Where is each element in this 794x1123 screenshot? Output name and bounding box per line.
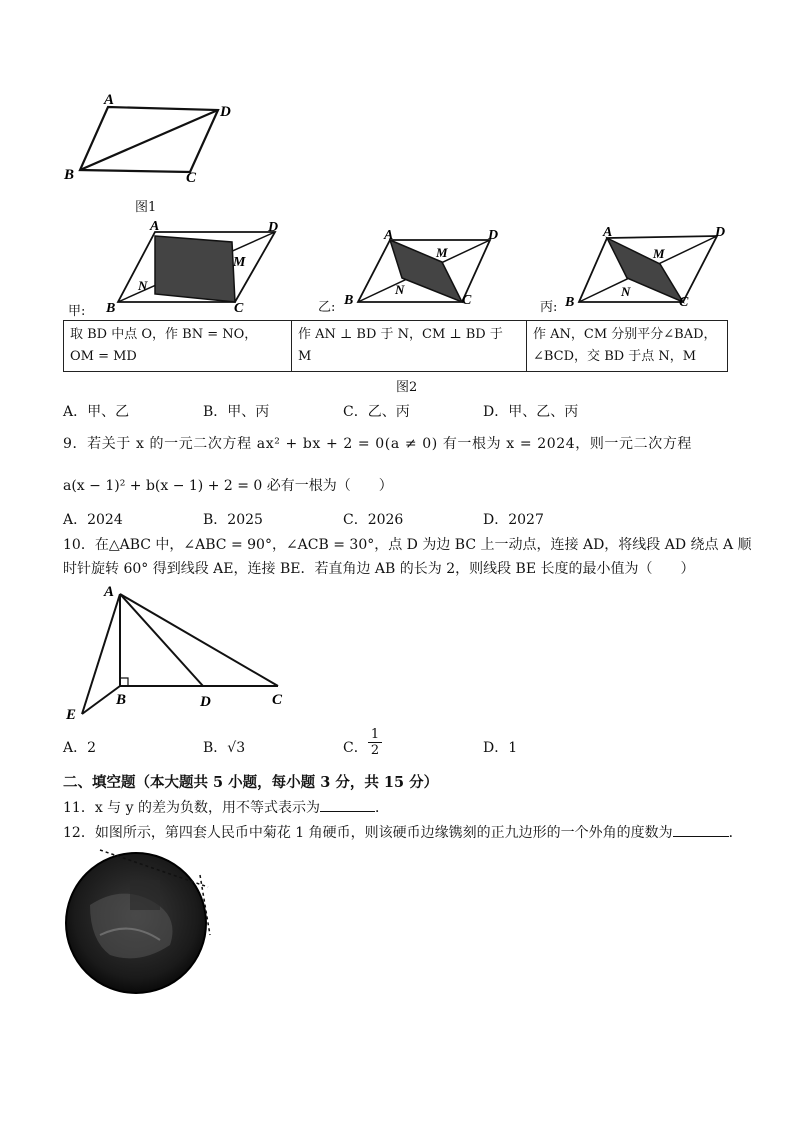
figure-2-panel-jia	[100, 214, 300, 314]
q9-option-a[interactable]: A．2024	[63, 512, 123, 528]
q8-option-d[interactable]: D．甲、乙、丙	[483, 404, 579, 420]
bing-label-a: A	[603, 225, 613, 240]
q12-answer-blank[interactable]	[673, 824, 729, 837]
bing-label-d: D	[715, 225, 726, 240]
q10-label-a: A	[104, 584, 115, 600]
bing-label-b: B	[565, 295, 575, 310]
jia-label-a: A	[150, 219, 160, 234]
q9-option-c[interactable]: C．2026	[343, 512, 404, 528]
figure-q10-triangle	[60, 582, 300, 722]
sqrt-three: √3	[227, 740, 246, 756]
method-table	[63, 320, 728, 372]
coin-image	[60, 845, 220, 1000]
yi-label-n: N	[395, 282, 405, 297]
q11-stem: 11．x 与 y 的差为负数，用不等式表示为 ．	[63, 800, 389, 816]
section-2-title: 二、填空题（本大题共 5 小题，每小题 3 分，共 15 分）	[63, 774, 439, 791]
yi-label-a: A	[384, 228, 394, 243]
q9-stem-line2: a(x − 1)² + b(x − 1) + 2 = 0 必有一根为（ ）	[63, 478, 393, 494]
q10-label-c: C	[272, 692, 283, 708]
yi-label-c: C	[462, 293, 472, 308]
yi-label-m: M	[436, 245, 448, 260]
panel-name-bing: 丙:	[540, 300, 558, 315]
q8-option-a[interactable]: A．甲、乙	[63, 404, 130, 420]
q10-option-a[interactable]: A．2	[63, 740, 97, 756]
fig1-label-c: C	[186, 170, 197, 186]
figure-1-caption: 图1	[135, 200, 157, 215]
method-cell-jia: 取 BD 中点 O，作 BN = NO， OM = MD	[64, 321, 292, 372]
fig1-label-b: B	[64, 167, 75, 183]
figure-2-caption: 图2	[396, 380, 418, 395]
fig1-label-d: D	[220, 104, 231, 120]
figure-2-panel-yi	[340, 222, 520, 312]
method-cell-bing: 作 AN，CM 分别平分∠BAD， ∠BCD，交 BD 于点 N，M	[527, 321, 728, 372]
bing-label-c: C	[679, 295, 689, 310]
jia-label-c: C	[234, 301, 244, 314]
q10-label-d: D	[200, 694, 211, 710]
jia-label-n: N	[138, 278, 148, 293]
q10-stem-line2: 时针旋转 60° 得到线段 AE，连接 BE．若直角边 AB 的长为 2，则线段 BE 长度的最小值为（ ）	[63, 561, 695, 577]
method-cell-yi: 作 AN ⊥ BD 于 N，CM ⊥ BD 于 M	[292, 321, 527, 372]
q11-answer-blank[interactable]	[320, 799, 375, 812]
q9-stem-line1: 9．若关于 x 的一元二次方程 ax² + bx + 2 = 0(a ≠ 0) 有一根为 x = 2024，则一元二次方程	[63, 436, 693, 452]
q10-option-d[interactable]: D．1	[483, 740, 518, 756]
q10-label-b: B	[116, 692, 127, 708]
figure-2-panel-bing	[565, 220, 745, 312]
fig1-label-a: A	[104, 92, 115, 108]
jia-label-m: M	[233, 255, 246, 270]
yi-label-b: B	[344, 293, 354, 308]
q10-label-e: E	[66, 707, 77, 722]
q9-option-b[interactable]: B．2025	[203, 512, 263, 528]
q10-option-c[interactable]: C．	[343, 740, 368, 756]
q10-option-b[interactable]: B．√3	[203, 740, 246, 756]
panel-name-jia: 甲:	[68, 304, 86, 319]
yi-label-d: D	[488, 228, 499, 243]
panel-name-yi: 乙:	[318, 300, 336, 315]
bing-label-m: M	[653, 246, 665, 261]
jia-label-d: D	[268, 220, 279, 235]
q10-stem-line1: 10．在△ABC 中，∠ABC = 90°，∠ACB = 30°，点 D 为边 BC 上一动点，连接 AD，将线段 AD 绕点 A 顺	[63, 537, 752, 553]
q8-option-b[interactable]: B．甲、丙	[203, 404, 270, 420]
q8-option-c[interactable]: C．乙、丙	[343, 404, 410, 420]
bing-label-n: N	[621, 284, 631, 299]
q10-option-c-fraction: 1 2	[368, 727, 382, 758]
figure-1-parallelogram	[60, 92, 240, 192]
q9-option-d[interactable]: D．2027	[483, 512, 544, 528]
q12-stem: 12．如图所示，第四套人民币中菊花 1 角硬币，则该硬币边缘镌刻的正九边形的一个外角的度数为 ．	[63, 825, 743, 841]
jia-label-b: B	[106, 301, 116, 314]
